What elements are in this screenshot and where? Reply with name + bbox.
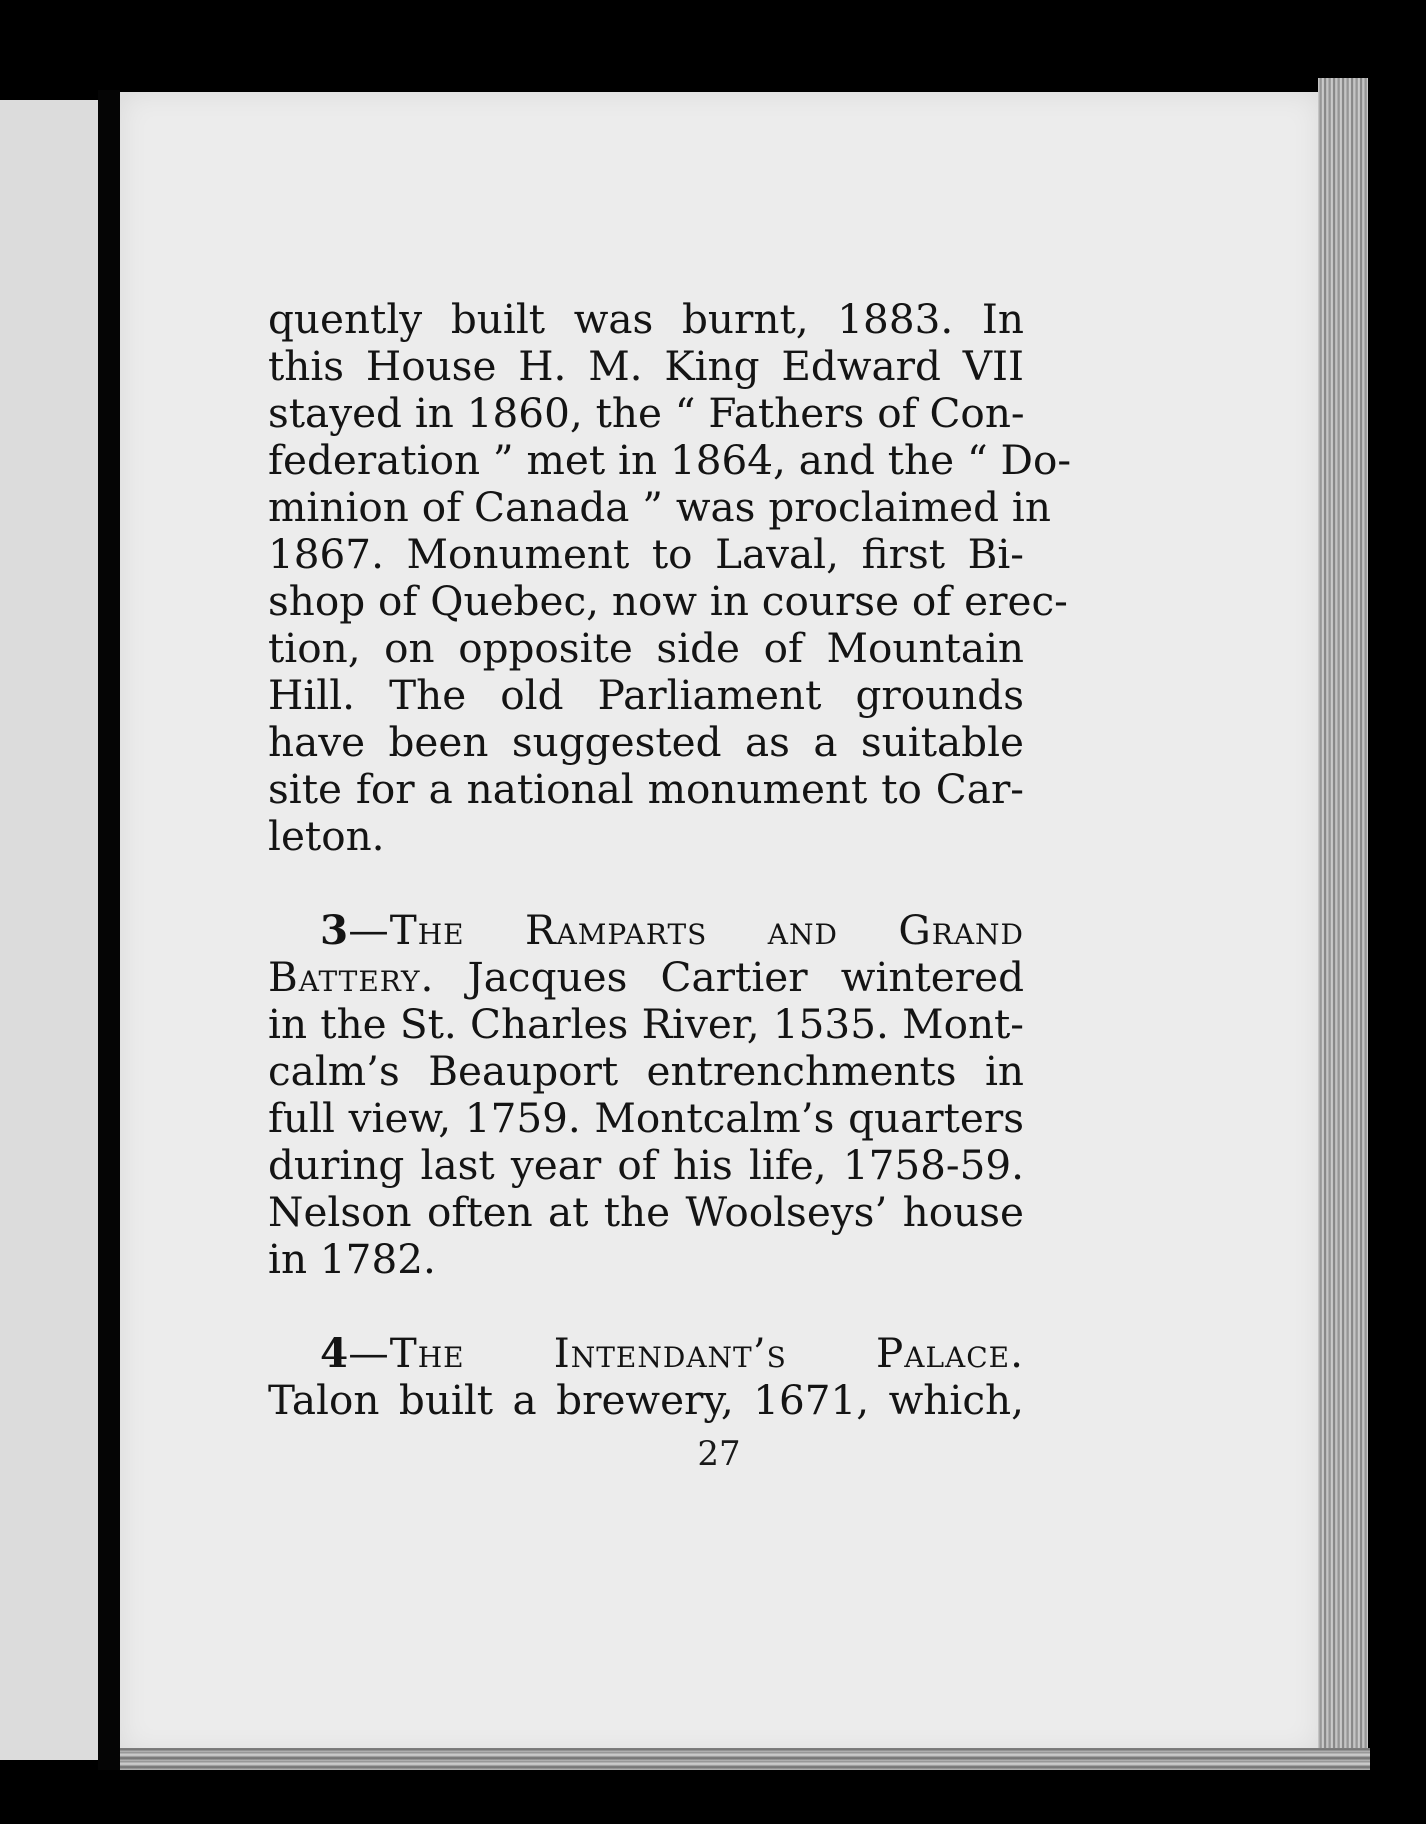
facing-page-edge [0, 100, 98, 1760]
text-line: in 1782. [268, 1235, 436, 1283]
text-fragment: Jacques Cartier wintered [434, 953, 1024, 1001]
text-line: Nelson often at the Woolseys’ house [268, 1188, 1024, 1236]
text-line: tion, on opposite side of Mountain [268, 624, 1024, 672]
page-fore-edge [1318, 78, 1368, 1768]
text-line: site for a national monument to Car- [268, 765, 1024, 813]
text-line: federation ” met in 1864, and the “ Do- [268, 436, 1072, 484]
page-number: 27 [697, 1434, 741, 1474]
text-line: stayed in 1860, the “ Fathers of Con- [268, 389, 1025, 437]
text-line: in the St. Charles River, 1535. Mont- [268, 1000, 1024, 1048]
text-line: minion of Canada ” was proclaimed in [268, 483, 1051, 531]
paragraph-spacer [268, 860, 1024, 907]
paragraph-house-history [268, 295, 1072, 860]
section-heading-palace [268, 1330, 1024, 1377]
section-intendants-palace [268, 1330, 1024, 1424]
section-title: —The Intendant’s Palace. [348, 1329, 1024, 1377]
section-title-continued: Battery. [268, 953, 435, 1001]
text-line: during last year of his life, 1758-59. [268, 1141, 1024, 1189]
text-line: 1867. Monument to Laval, first Bi- [268, 530, 1024, 578]
text-line: leton. [268, 812, 385, 860]
paragraph-spacer [268, 1283, 1024, 1330]
text-line: this House H. M. King Edward VII [268, 342, 1024, 390]
section-number: 4 [320, 1329, 349, 1377]
text-line: have been suggested as a suitable [268, 718, 1024, 766]
text-line: Talon built a brewery, 1671, which, [268, 1376, 1024, 1424]
text-line [268, 954, 1024, 1001]
section-number: 3 [320, 906, 349, 954]
section-heading-ramparts [268, 907, 1024, 954]
text-line: Hill. The old Parliament grounds [268, 671, 1024, 719]
text-line: shop of Quebec, now in course of erec- [268, 577, 1068, 625]
section-title: —The Ramparts and Grand [348, 906, 1024, 954]
text-line: full view, 1759. Montcalm’s quarters [268, 1094, 1024, 1142]
page-bottom-edge [120, 1748, 1370, 1770]
text-line: quently built was burnt, 1883. In [268, 295, 1024, 343]
text-line: calm’s Beauport entrenchments in [268, 1047, 1024, 1095]
section-ramparts [268, 907, 1024, 1283]
book-gutter [98, 90, 120, 1770]
page-text [268, 295, 1072, 1424]
